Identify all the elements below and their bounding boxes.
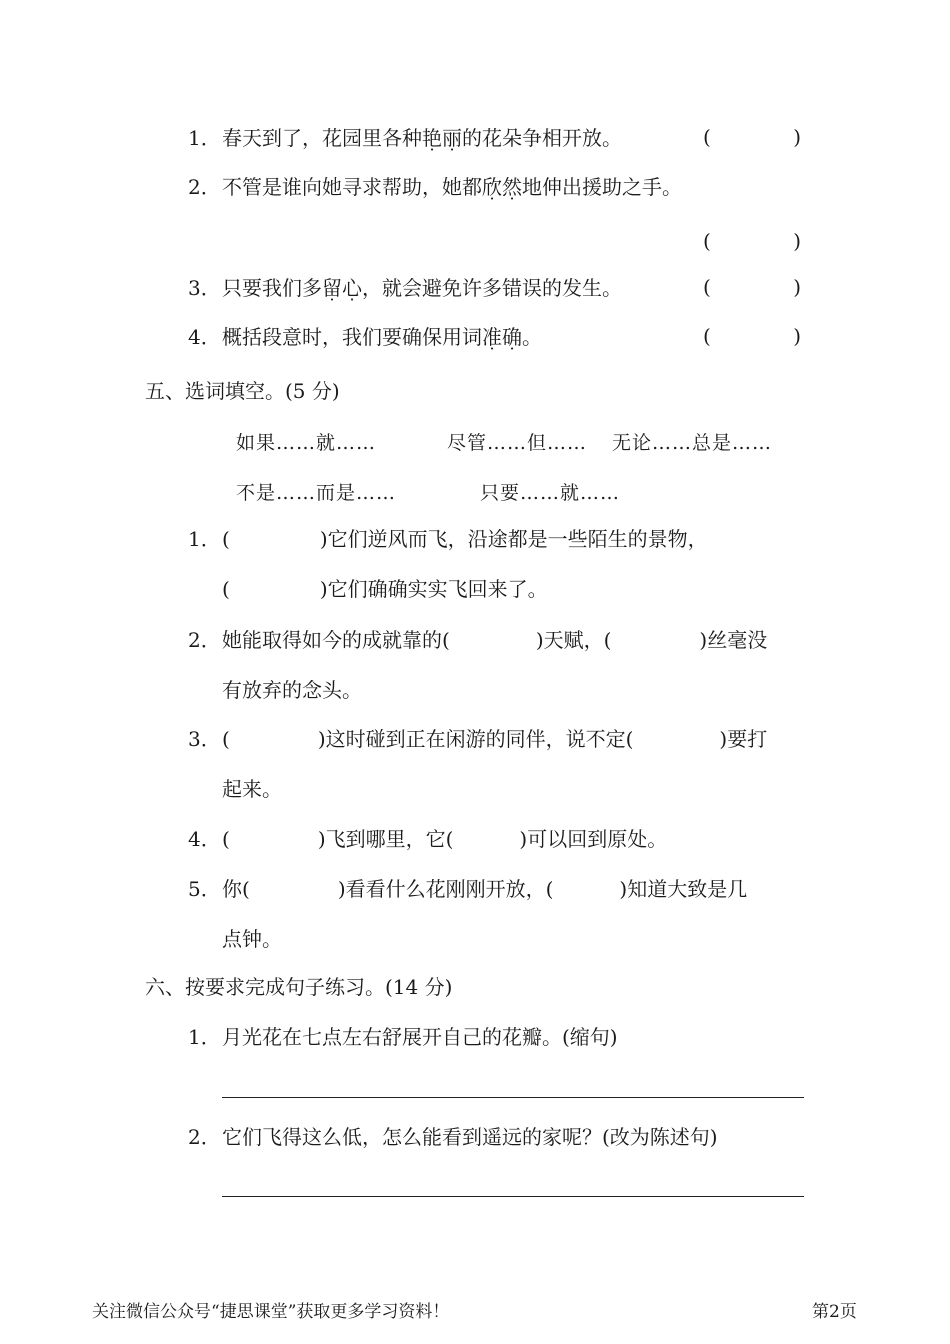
answer-blank-1[interactable] bbox=[703, 125, 801, 151]
s5-item-4-line1: 4．( )飞到哪里，它( )可以回到原处。 bbox=[188, 827, 668, 851]
s5-item-5-line2: 点钟。 bbox=[222, 927, 282, 951]
word-bank-2: 尽管……但…… bbox=[447, 432, 588, 454]
s5-item-3-line2: 起来。 bbox=[222, 777, 282, 801]
s5-item-2-line1: 2．她能取得如今的成就靠的( )天赋，( )丝毫没 bbox=[188, 628, 768, 652]
section6-title: 六、按要求完成句子练习。(14 分) bbox=[145, 975, 453, 999]
s4-item-2: 2．不管是谁向她寻求帮助，她都欣然地伸出援助之手。 bbox=[188, 175, 682, 199]
s4-item-3: 3．只要我们多留心，就会避免许多错误的发生。 bbox=[188, 276, 622, 300]
s5-item-5-line1: 5．你( )看看什么花刚刚开放，( )知道大致是几 bbox=[188, 877, 748, 901]
word-bank-5: 只要……就…… bbox=[480, 482, 621, 504]
word-bank-3: 无论……总是…… bbox=[612, 432, 773, 454]
s5-item-2-line2: 有放弃的念头。 bbox=[222, 678, 362, 702]
word-bank-1: 如果……就…… bbox=[236, 432, 377, 454]
answer-blank-4[interactable] bbox=[703, 324, 801, 350]
s4-item-4: 4．概括段意时，我们要确保用词准确。 bbox=[188, 325, 542, 349]
s5-item-3-line1: 3．( )这时碰到正在闲游的同伴，说不定( )要打 bbox=[188, 727, 768, 751]
footer-note: 关注微信公众号“捷思课堂”获取更多学习资料！ bbox=[92, 1302, 450, 1322]
s4-item-1: 1．春天到了，花园里各种艳丽的花朵争相开放。 bbox=[188, 126, 622, 150]
word-bank-4: 不是……而是…… bbox=[236, 482, 397, 504]
answer-line-2[interactable] bbox=[222, 1196, 804, 1197]
s5-item-1-line1: 1．( )它们逆风而飞，沿途都是一些陌生的景物， bbox=[188, 527, 708, 551]
s6-item-1: 1．月光花在七点左右舒展开自己的花瓣。(缩句) bbox=[188, 1025, 618, 1049]
section5-title: 五、选词填空。(5 分) bbox=[145, 379, 340, 403]
answer-blank-2[interactable] bbox=[703, 229, 801, 255]
s5-item-1-line2: ( )它们确确实实飞回来了。 bbox=[222, 577, 548, 601]
answer-line-1[interactable] bbox=[222, 1097, 804, 1098]
answer-blank-3[interactable] bbox=[703, 275, 801, 301]
page-number: 第2页 bbox=[812, 1302, 857, 1322]
s6-item-2: 2．它们飞得这么低，怎么能看到遥远的家呢？(改为陈述句) bbox=[188, 1125, 718, 1149]
